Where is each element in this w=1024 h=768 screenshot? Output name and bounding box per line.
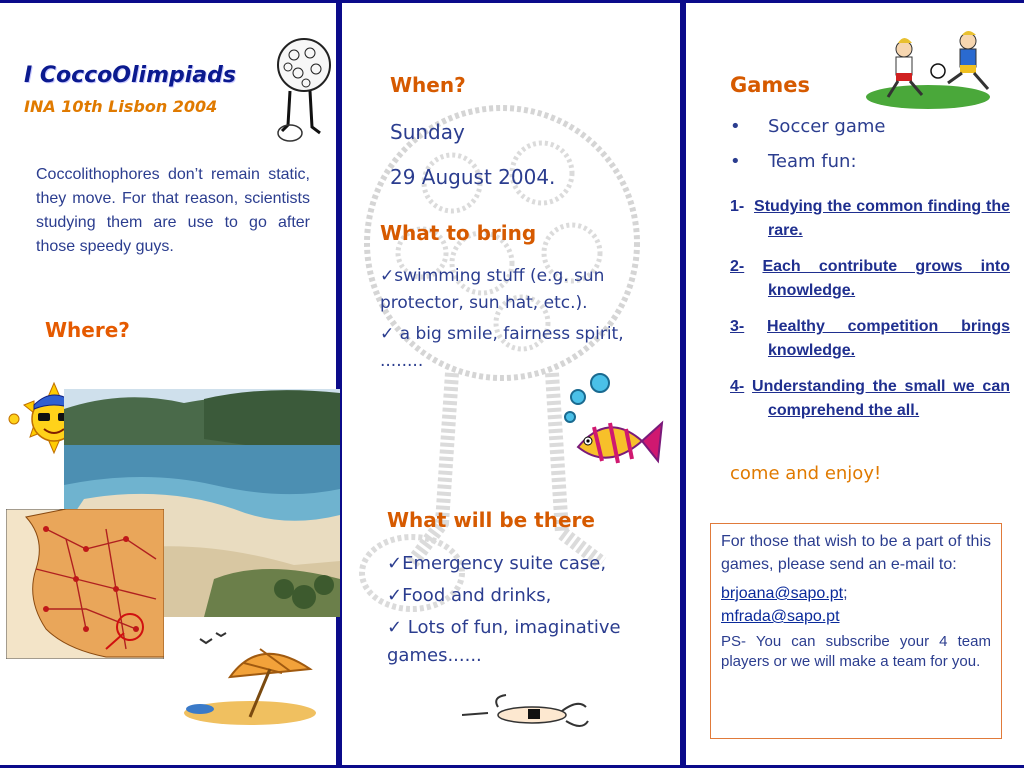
when-heading: When?	[390, 73, 466, 97]
numbered-item: 4- Understanding the small we can comprehend the all.	[730, 378, 1010, 419]
contact-box	[710, 523, 1002, 739]
where-heading: Where?	[45, 318, 130, 342]
email-link-brjoana[interactable]: brjoana@sapo.pt	[721, 585, 844, 602]
beach-umbrella-icon	[180, 629, 330, 729]
there-item: ✓Food and drinks,	[387, 585, 552, 606]
brochure-subtitle: INA 10th Lisbon 2004	[24, 97, 218, 116]
numbered-item: 2- Each contribute grows into knowledge.	[730, 258, 1010, 299]
what-will-be-there-list	[387, 550, 677, 674]
left-panel	[0, 0, 340, 768]
map-image	[6, 509, 164, 659]
what-will-be-there-heading: What will be there	[387, 508, 595, 532]
swimmer-icon	[462, 691, 592, 741]
email-link-mfrada[interactable]: mfrada@sapo.pt	[721, 608, 840, 625]
event-date: 29 August 2004.	[390, 165, 556, 189]
there-item: ✓Emergency suite case,	[387, 553, 607, 574]
right-panel	[684, 0, 1024, 768]
games-bullet-item: • Soccer game	[730, 116, 886, 137]
event-day: Sunday	[390, 120, 465, 144]
games-bullet-item: • Team fun:	[730, 151, 857, 172]
contact-intro: For those that wish to be a part of this games, please send an e-mail to:	[721, 533, 991, 573]
numbered-item: 1- Studying the common finding the rare.	[730, 198, 1010, 239]
intro-paragraph: Coccolithophores don’t remain static, they move. For that reason, scientists studying them are use to go after those speedy guys.	[36, 166, 310, 255]
fish-icon	[558, 371, 668, 481]
contact-ps: PS- You can subscribe your 4 team players or we will make a team for you.	[721, 633, 991, 670]
middle-panel	[340, 0, 684, 768]
numbered-item: 3- Healthy competition brings knowledge.	[730, 318, 1010, 359]
games-heading: Games	[730, 73, 811, 97]
closing-text: come and enjoy!	[730, 463, 882, 484]
bring-item: ✓swimming stuff (e.g. sun protector, sun hat, etc.).	[380, 266, 605, 313]
games-numbered-list	[730, 195, 1010, 435]
what-to-bring-heading: What to bring	[380, 221, 537, 245]
brochure-title: I CoccoOlimpiads	[24, 63, 236, 88]
soccer-players-icon	[864, 27, 1004, 113]
coccolith-figure-icon	[268, 35, 338, 145]
there-item: ✓ Lots of fun, imaginative games......	[387, 617, 621, 666]
email-separator: ;	[843, 585, 848, 602]
games-bullet-list	[730, 116, 886, 186]
what-to-bring-list	[380, 263, 670, 379]
bring-item: ✓ a big smile, fairness spirit, ........	[380, 324, 624, 371]
